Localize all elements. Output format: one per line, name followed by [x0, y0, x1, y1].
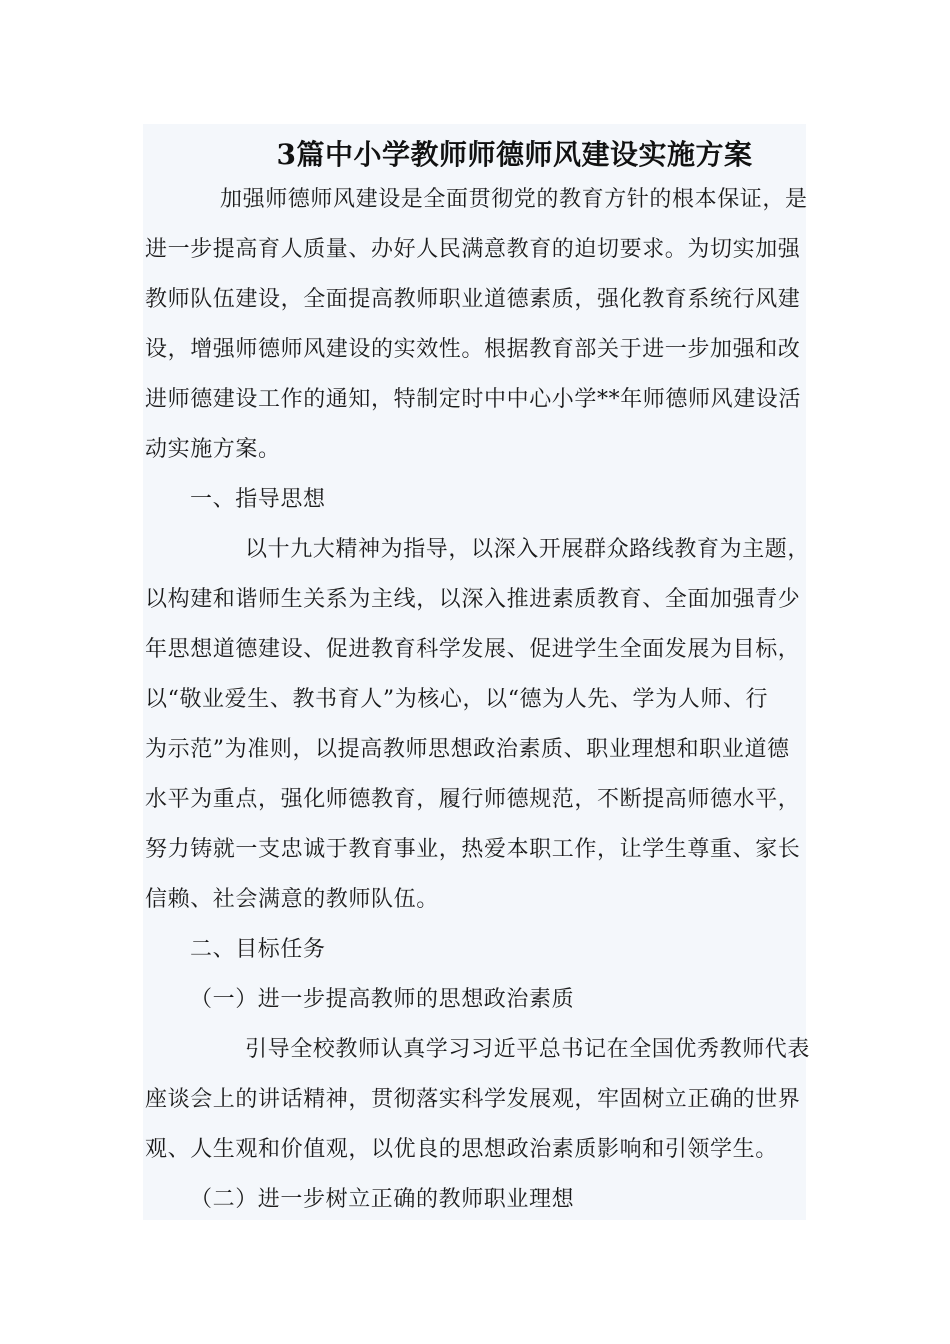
intro-paragraph-line: 加强师德师风建设是全面贯彻党的教育方针的根本保证，是: [220, 187, 808, 212]
section1-paragraph-line: 以十九大精神为指导，以深入开展群众路线教育为主题，: [245, 537, 811, 562]
subsection1-paragraph-line: 引导全校教师认真学习习近平总书记在全国优秀教师代表: [245, 1037, 811, 1062]
section1-paragraph-line: 努力铸就一支忠诚于教育事业，热爱本职工作，让学生尊重、家长: [145, 837, 801, 862]
section-heading-guiding-ideology: 一、指导思想: [190, 487, 326, 512]
subsection1-paragraph-line: 座谈会上的讲话精神，贯彻落实科学发展观，牢固树立正确的世界: [145, 1087, 801, 1112]
subsection-heading-political-quality: （一）进一步提高教师的思想政治素质: [190, 987, 575, 1012]
section1-paragraph-line: 信赖、社会满意的教师队伍。: [145, 887, 439, 912]
intro-paragraph-line: 进一步提高育人质量、办好人民满意教育的迫切要求。为切实加强: [145, 237, 801, 262]
section1-paragraph-line: 水平为重点，强化师德教育，履行师德规范，不断提高师德水平，: [145, 787, 801, 812]
section1-paragraph-line: 为示范”为准则，以提高教师思想政治素质、职业理想和职业道德: [145, 737, 790, 762]
intro-paragraph-line: 动实施方案。: [145, 437, 281, 462]
subsection1-paragraph-line: 观、人生观和价值观，以优良的思想政治素质影响和引领学生。: [145, 1137, 778, 1162]
section1-paragraph-line: 以构建和谐师生关系为主线，以深入推进素质教育、全面加强青少: [145, 587, 801, 612]
intro-paragraph-line: 进师德建设工作的通知，特制定时中中心小学**年师德师风建设活: [145, 387, 802, 412]
document-title: 3篇中小学教师师德师风建设实施方案: [276, 138, 753, 171]
section-heading-goals-tasks: 二、目标任务: [190, 937, 326, 962]
intro-paragraph-line: 设，增强师德师风建设的实效性。根据教育部关于进一步加强和改: [145, 337, 801, 362]
subsection-heading-career-ideal: （二）进一步树立正确的教师职业理想: [190, 1187, 575, 1212]
intro-paragraph-line: 教师队伍建设，全面提高教师职业道德素质，强化教育系统行风建: [145, 287, 801, 312]
section1-paragraph-line: 以“敬业爱生、教书育人”为核心，以“德为人先、学为人师、行: [145, 687, 769, 712]
section1-paragraph-line: 年思想道德建设、促进教育科学发展、促进学生全面发展为目标，: [145, 637, 801, 662]
